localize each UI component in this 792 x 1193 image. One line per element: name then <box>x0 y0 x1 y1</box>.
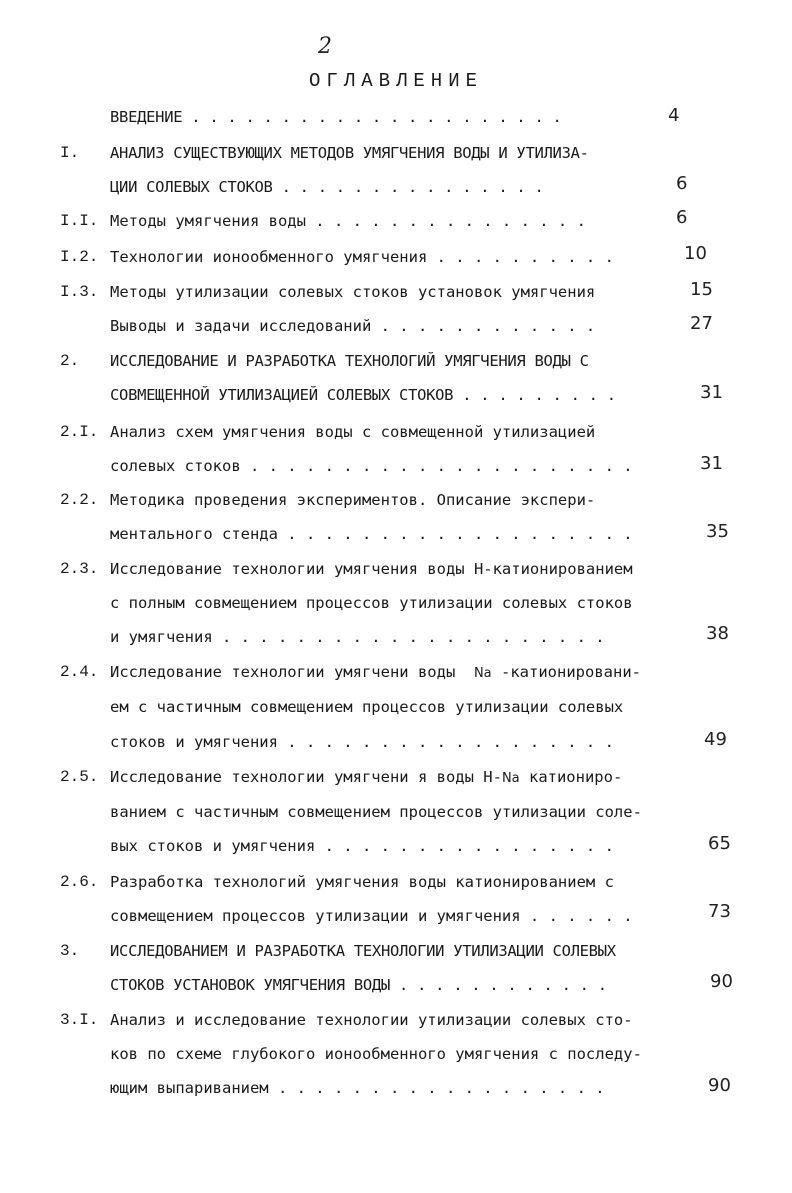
toc-s2-5-na-symbol: Na <box>501 771 520 786</box>
toc-s2-5-page: 65 <box>708 833 731 854</box>
toc-s2-4-line3: стоков и умягчения . . . . . . . . . . . . . . . . . . <box>110 733 614 751</box>
toc-s2-3-page: 38 <box>706 623 729 644</box>
toc-conclusions-line: Выводы и задачи исследований . . . . . . . . . . . . <box>110 317 596 335</box>
toc-s2-3-line2: с полным совмещением процессов утилизации солевых стоков <box>110 594 633 612</box>
toc-s1-line1: АНАЛИЗ СУЩЕСТВУЮЩИХ МЕТОДОВ УМЯГЧЕНИЯ ВОДЫ И УТИЛИЗА- <box>110 144 589 162</box>
toc-s2-4-line1 <box>110 659 641 685</box>
toc-s2-3-line3: и умягчения . . . . . . . . . . . . . . . . . . . . . <box>110 628 605 646</box>
toc-s2-5-line1 <box>110 764 622 790</box>
toc-s2-1-number: 2.I. <box>60 423 99 441</box>
toc-s1-1-number: I.I. <box>60 212 99 230</box>
toc-s2-2-number: 2.2. <box>60 491 99 509</box>
toc-s2-6-line2: совмещением процессов утилизации и умягчения . . . . . . <box>110 907 633 925</box>
toc-s1-page: 6 <box>676 173 688 194</box>
toc-s3-page: 90 <box>710 971 733 992</box>
toc-s2-1-line2: солевых стоков . . . . . . . . . . . . . . . . . . . . . <box>110 457 633 475</box>
toc-s2-1-page: 31 <box>700 453 723 474</box>
toc-s3-1-line2: ков по схеме глубокого ионообменного умягчения с последу- <box>110 1045 642 1063</box>
toc-s2-6-page: 73 <box>708 901 731 922</box>
toc-heading: ОГЛАВЛЕНИЕ <box>308 70 484 92</box>
toc-s2-line2: СОВМЕЩЕННОЙ УТИЛИЗАЦИЕЙ СОЛЕВЫХ СТОКОВ . . . . . . . . . <box>110 386 616 404</box>
toc-s2-3-line1: Исследование технологии умягчения воды Н-катионированием <box>110 560 633 578</box>
toc-s1-3-line1: Методы утилизации солевых стоков установок умягчения <box>110 283 596 301</box>
toc-s2-4-na-symbol: Na <box>473 666 492 681</box>
toc-s1-2-number: I.2. <box>60 248 99 266</box>
toc-s2-3-number: 2.3. <box>60 560 99 578</box>
toc-s1-1-line1: Методы умягчения воды . . . . . . . . . . . . . . . <box>110 212 586 230</box>
toc-s2-2-line1: Методика проведения экспериментов. Описание экспери- <box>110 491 596 509</box>
toc-s3-1-line1: Анализ и исследование технологии утилизации солевых сто- <box>110 1011 633 1029</box>
toc-s3-1-number: 3.I. <box>60 1011 99 1029</box>
toc-s2-line1: ИССЛЕДОВАНИЕ И РАЗРАБОТКА ТЕХНОЛОГИЙ УМЯГЧЕНИЯ ВОДЫ С <box>110 352 589 370</box>
toc-s2-2-line2: ментального стенда . . . . . . . . . . . . . . . . . . . <box>110 525 633 543</box>
toc-s1-3-number: I.3. <box>60 283 99 301</box>
toc-intro-line: ВВЕДЕНИЕ . . . . . . . . . . . . . . . . . . . . . <box>110 108 562 126</box>
toc-s2-number: 2. <box>60 352 80 370</box>
toc-s3-number: 3. <box>60 942 80 960</box>
toc-s2-4-page: 49 <box>704 729 727 750</box>
toc-s1-2-page: 10 <box>684 243 707 264</box>
toc-s2-5-line2: ванием с частичным совмещением процессов утилизации соле- <box>110 803 642 821</box>
toc-s2-5-line3: вых стоков и умягчения . . . . . . . . . . . . . . . . <box>110 837 614 855</box>
toc-s1-2-line1: Технологии ионообменного умягчения . . . . . . . . . . <box>110 248 614 266</box>
toc-s2-6-line1: Разработка технологий умягчения воды катионированием с <box>110 873 614 891</box>
toc-s2-4-line1-text-b: -катионировани- <box>501 663 641 681</box>
toc-s3-line2: СТОКОВ УСТАНОВОК УМЯГЧЕНИЯ ВОДЫ . . . . . . . . . . . . <box>110 976 607 994</box>
toc-s1-1-page: 6 <box>676 207 688 228</box>
toc-s2-1-line1: Анализ схем умягчения воды с совмещенной утилизацией <box>110 423 596 441</box>
toc-s2-page: 31 <box>700 382 723 403</box>
toc-s2-5-number: 2.5. <box>60 768 99 786</box>
toc-s2-4-line2: ем с частичным совмещением процессов утилизации солевых <box>110 698 624 716</box>
toc-s1-line2: ЦИИ СОЛЕВЫХ СТОКОВ . . . . . . . . . . . . . . . <box>110 178 544 196</box>
toc-conclusions-page: 27 <box>690 313 713 334</box>
toc-s3-1-line3: ющим выпариванием . . . . . . . . . . . . . . . . . . <box>110 1079 605 1097</box>
toc-s3-line1: ИССЛЕДОВАНИЕМ И РАЗРАБОТКА ТЕХНОЛОГИИ УТИЛИЗАЦИИ СОЛЕВЫХ <box>110 942 616 960</box>
toc-s2-5-line1-text-b: катиониро- <box>528 768 623 786</box>
toc-s1-number: I. <box>60 144 80 162</box>
toc-s2-4-line1-text-a: Исследование технологии умягчени воды <box>110 663 456 681</box>
toc-s2-6-number: 2.6. <box>60 873 99 891</box>
page-number: 2 <box>318 34 332 59</box>
toc-s1-3-page: 15 <box>690 279 713 300</box>
toc-s2-5-line1-text-a: Исследование технологии умягчени я воды Н- <box>110 768 502 786</box>
toc-s3-1-page: 90 <box>708 1075 731 1096</box>
toc-s2-4-number: 2.4. <box>60 663 99 681</box>
toc-intro-page: 4 <box>668 105 680 126</box>
toc-s2-2-page: 35 <box>706 521 729 542</box>
